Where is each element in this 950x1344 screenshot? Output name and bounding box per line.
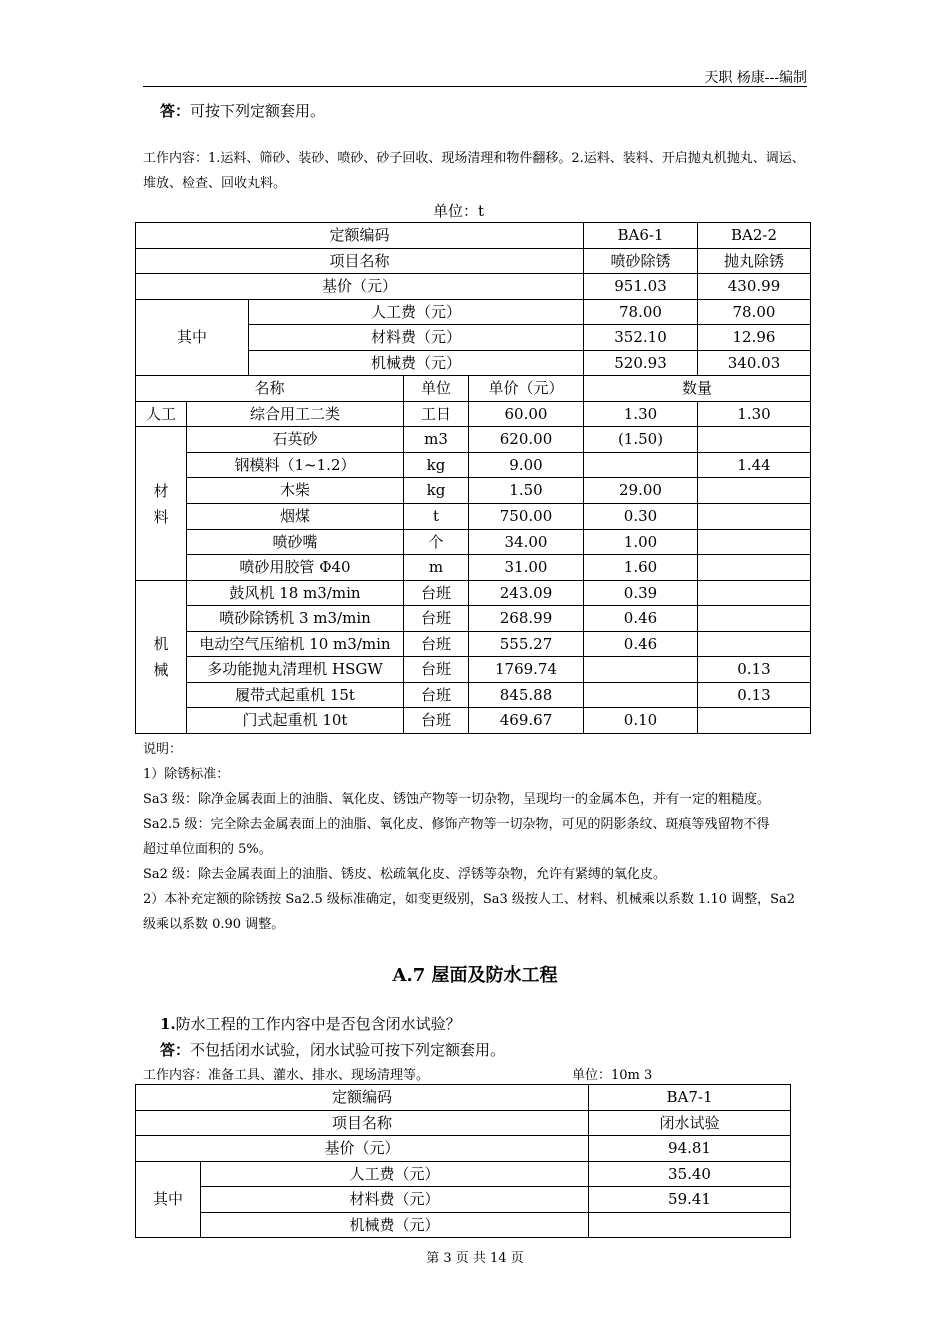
base-value: 430.99	[698, 274, 811, 300]
base-label: 基价（元）	[136, 1136, 589, 1162]
qizhong-label: 其中	[136, 1162, 201, 1238]
machine-value	[589, 1213, 791, 1238]
table-row	[136, 1213, 791, 1238]
code-label: 定额编码	[136, 223, 584, 249]
question-1	[160, 1013, 461, 1034]
unit-label-2: 单位：10m 3	[572, 1068, 653, 1083]
item-qty-2	[698, 555, 811, 581]
item-qty-2	[698, 606, 811, 632]
item-price: 31.00	[469, 555, 584, 581]
item-qty-1: 29.00	[584, 478, 698, 504]
item-name: 烟煤	[187, 504, 404, 530]
item-price: 243.09	[469, 581, 584, 606]
item-qty-2	[698, 530, 811, 555]
table-row	[136, 581, 811, 606]
item-price: 1769.74	[469, 657, 584, 683]
labor-label: 人工费（元）	[201, 1162, 589, 1187]
work-content-line: 工作内容：1.运料、筛砂、装砂、喷砂、砂子回收、现场清理和物件翻移。2.运料、装料、开启抛丸机抛丸、调运、	[143, 151, 805, 166]
table-row	[136, 683, 811, 708]
table-row	[136, 555, 811, 581]
material-value: 352.10	[584, 325, 698, 351]
col-header-qty: 数量	[584, 376, 811, 402]
qizhong-label: 其中	[136, 300, 249, 376]
col-header-unit: 单位	[404, 376, 469, 402]
item-price: 555.27	[469, 632, 584, 657]
item-unit: m3	[404, 427, 469, 453]
labor-value: 35.40	[589, 1162, 791, 1187]
item-unit: m	[404, 555, 469, 581]
item-qty-2: 1.30	[698, 402, 811, 427]
item-qty-2: 0.13	[698, 683, 811, 708]
item-name: 电动空气压缩机 10 m3/min	[187, 632, 404, 657]
item-qty-2	[698, 504, 811, 530]
item-unit: 工日	[404, 402, 469, 427]
table-row	[136, 249, 811, 274]
table-row	[136, 300, 811, 325]
item-name: 喷砂除锈机 3 m3/min	[187, 606, 404, 632]
notes-line: 超过单位面积的 5%。	[143, 842, 272, 857]
notes	[143, 737, 813, 937]
table-row	[136, 223, 811, 249]
material-value: 59.41	[589, 1187, 791, 1213]
notes-line: Sa2.5 级：完全除去金属表面上的油脂、氧化皮、修饰产物等一切杂物，可见的阴影条纹、斑痕等残留物不得	[143, 817, 770, 832]
notes-line: Sa3 级：除净金属表面上的油脂、氧化皮、锈蚀产物等一切杂物，呈现均一的金属本色，并有一定的粗糙度。	[143, 792, 771, 807]
item-qty-1: 0.10	[584, 708, 698, 734]
name-value: 抛丸除锈	[698, 249, 811, 274]
item-unit: 台班	[404, 632, 469, 657]
item-qty-1: 1.60	[584, 555, 698, 581]
item-price: 9.00	[469, 453, 584, 478]
item-name: 鼓风机 18 m3/min	[187, 581, 404, 606]
labor-label: 人工费（元）	[249, 300, 584, 325]
item-qty-2	[698, 632, 811, 657]
machine-label: 机械费（元）	[249, 351, 584, 376]
unit-label-1: 单位：t	[433, 202, 485, 220]
notes-line: Sa2 级：除去金属表面上的油脂、锈皮、松疏氧化皮、浮锈等杂物，允许有紧缚的氧化皮。	[143, 867, 667, 882]
item-qty-1	[584, 683, 698, 708]
machine-value: 520.93	[584, 351, 698, 376]
notes-line: 1）除锈标准：	[143, 767, 230, 782]
labor-value: 78.00	[584, 300, 698, 325]
item-name: 石英砂	[187, 427, 404, 453]
base-value: 94.81	[589, 1136, 791, 1162]
item-qty-2	[698, 581, 811, 606]
item-unit: 个	[404, 530, 469, 555]
item-price: 1.50	[469, 478, 584, 504]
table-row	[136, 1187, 791, 1213]
table-row	[136, 606, 811, 632]
answer-label: 答：	[160, 1041, 191, 1059]
table-row	[136, 1111, 791, 1136]
item-price: 60.00	[469, 402, 584, 427]
item-qty-1: 0.46	[584, 606, 698, 632]
code-value: BA6-1	[584, 223, 698, 249]
item-qty-1: (1.50)	[584, 427, 698, 453]
item-name: 木柴	[187, 478, 404, 504]
work-content-2: 工作内容：准备工具、灌水、排水、现场清理等。	[143, 1068, 430, 1083]
answer-1	[160, 100, 325, 121]
quota-table-1	[135, 222, 811, 734]
code-value: BA2-2	[698, 223, 811, 249]
item-qty-2	[698, 478, 811, 504]
col-header-price: 单价（元）	[469, 376, 584, 402]
notes-title: 说明：	[143, 742, 183, 757]
work-content-line: 堆放、检查、回收丸料。	[143, 176, 287, 191]
item-qty-1	[584, 453, 698, 478]
item-price: 620.00	[469, 427, 584, 453]
item-unit: 台班	[404, 657, 469, 683]
col-header-name: 名称	[136, 376, 404, 402]
answer-text: 可按下列定额套用。	[190, 102, 326, 120]
answer-2	[160, 1039, 505, 1060]
answer-text: 不包括闭水试验，闭水试验可按下列定额套用。	[190, 1041, 506, 1059]
name-value: 闭水试验	[589, 1111, 791, 1136]
machine-label: 机械费（元）	[201, 1213, 589, 1238]
page-footer: 第 3 页 共 14 页	[426, 1251, 524, 1266]
item-name: 综合用工二类	[187, 402, 404, 427]
question-number: 1.	[160, 1015, 176, 1033]
notes-line: 2）本补充定额的除锈按 Sa2.5 级标准确定，如变更级别，Sa3 级按人工、材料、机械乘以系数 1.10 调整，Sa2	[143, 892, 796, 907]
name-value: 喷砂除锈	[584, 249, 698, 274]
item-qty-1: 1.30	[584, 402, 698, 427]
material-label: 材料费（元）	[201, 1187, 589, 1213]
item-name: 履带式起重机 15t	[187, 683, 404, 708]
table-row	[136, 504, 811, 530]
table-row	[136, 402, 811, 427]
material-label: 材料费（元）	[249, 325, 584, 351]
item-price: 750.00	[469, 504, 584, 530]
item-qty-2: 1.44	[698, 453, 811, 478]
item-unit: 台班	[404, 683, 469, 708]
code-value: BA7-1	[589, 1085, 791, 1111]
table-header-row	[136, 376, 811, 402]
table-row	[136, 657, 811, 683]
item-unit: 台班	[404, 606, 469, 632]
category-material: 材料	[136, 427, 187, 581]
material-value: 12.96	[698, 325, 811, 351]
item-price: 845.88	[469, 683, 584, 708]
table-row	[136, 1085, 791, 1111]
item-qty-1: 0.46	[584, 632, 698, 657]
item-price: 268.99	[469, 606, 584, 632]
section-title: A.7 屋面及防水工程	[392, 965, 558, 986]
item-qty-1: 1.00	[584, 530, 698, 555]
labor-value: 78.00	[698, 300, 811, 325]
table-row	[136, 708, 811, 734]
item-qty-2	[698, 427, 811, 453]
notes-line: 级乘以系数 0.90 调整。	[143, 917, 285, 932]
table-row	[136, 274, 811, 300]
quota-table-2	[135, 1084, 791, 1238]
page-header	[143, 66, 807, 87]
table-row	[136, 453, 811, 478]
item-unit: t	[404, 504, 469, 530]
item-name: 喷砂嘴	[187, 530, 404, 555]
table-row	[136, 1162, 791, 1187]
item-qty-2: 0.13	[698, 657, 811, 683]
item-unit: kg	[404, 478, 469, 504]
base-label: 基价（元）	[136, 274, 584, 300]
item-name: 门式起重机 10t	[187, 708, 404, 734]
table-row	[136, 632, 811, 657]
machine-value: 340.03	[698, 351, 811, 376]
code-label: 定额编码	[136, 1085, 589, 1111]
category-labor: 人工	[136, 402, 187, 427]
table-row	[136, 478, 811, 504]
item-unit: kg	[404, 453, 469, 478]
item-qty-2	[698, 708, 811, 734]
item-qty-1: 0.39	[584, 581, 698, 606]
table-row	[136, 530, 811, 555]
item-unit: 台班	[404, 581, 469, 606]
category-machine: 机械	[136, 581, 187, 734]
item-name: 多功能抛丸清理机 HSGW	[187, 657, 404, 683]
table-row	[136, 427, 811, 453]
item-name: 喷砂用胶管 Φ40	[187, 555, 404, 581]
item-name: 钢模料（1~1.2）	[187, 453, 404, 478]
item-qty-1: 0.30	[584, 504, 698, 530]
item-price: 34.00	[469, 530, 584, 555]
header-text: 天职 杨康---编制	[704, 70, 807, 86]
table-row	[136, 1136, 791, 1162]
item-qty-1	[584, 657, 698, 683]
name-label: 项目名称	[136, 249, 584, 274]
item-price: 469.67	[469, 708, 584, 734]
question-text: 防水工程的工作内容中是否包含闭水试验？	[175, 1015, 461, 1033]
base-value: 951.03	[584, 274, 698, 300]
answer-label: 答：	[160, 102, 191, 120]
work-content-1	[143, 146, 813, 196]
item-unit: 台班	[404, 708, 469, 734]
name-label: 项目名称	[136, 1111, 589, 1136]
